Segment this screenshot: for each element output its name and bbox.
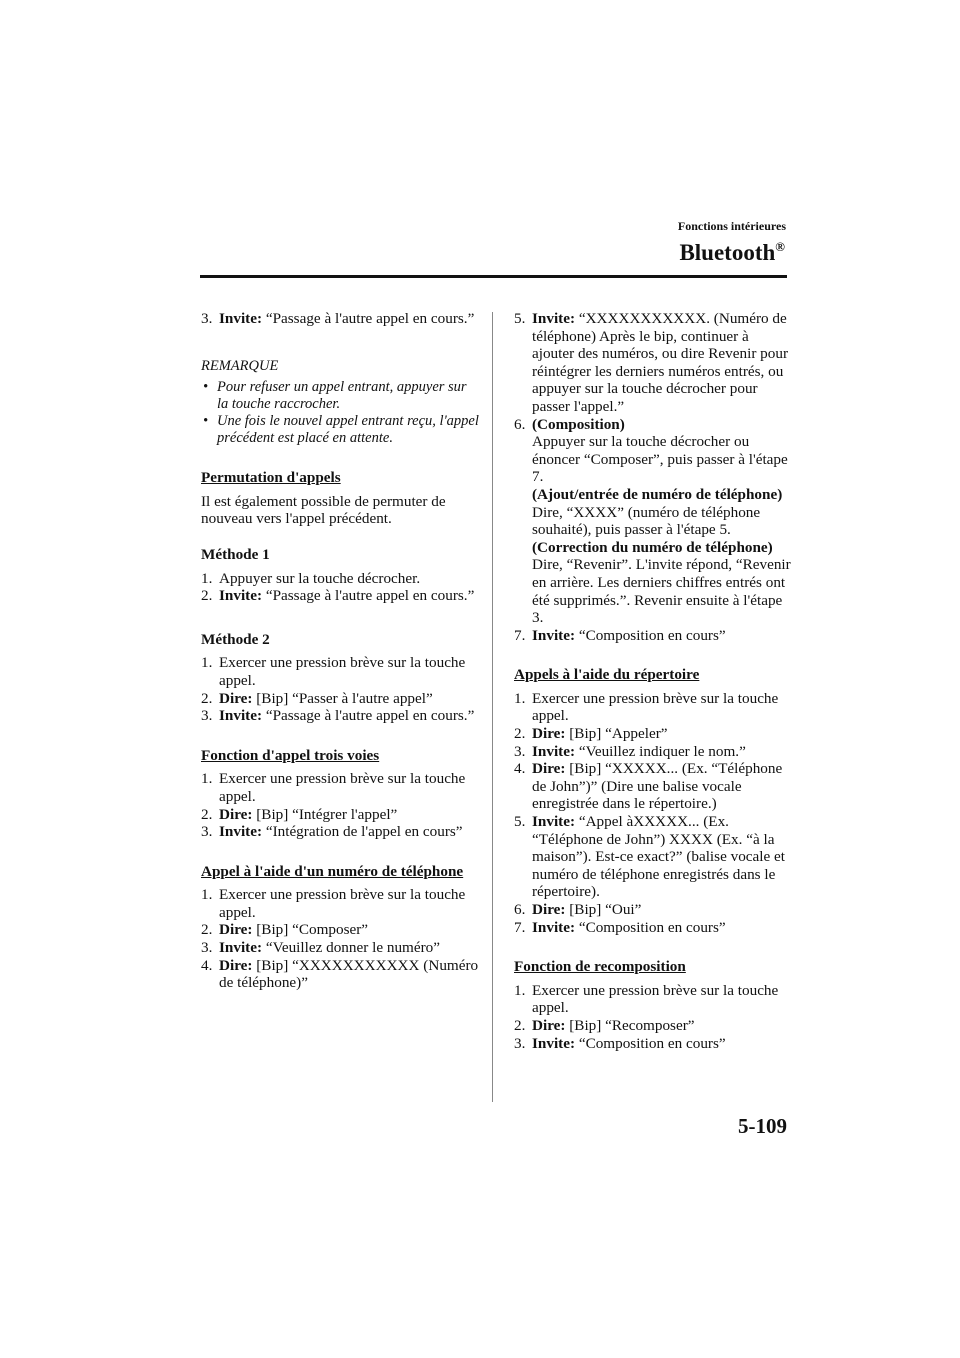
- step: 2. Dire: [Bip] “Passer à l'autre appel”: [201, 689, 433, 707]
- page-title: Bluetooth®: [679, 239, 785, 265]
- step-subtitle: (Correction du numéro de téléphone): [532, 538, 773, 556]
- step: 2. Dire: [Bip] “Intégrer l'appel”: [201, 805, 398, 823]
- step: 4. Dire: [Bip] “XXXXX... (Ex. “Téléphone de John”)” (Dire une balise vocale enregistrée dans le répertoire.): [514, 760, 783, 813]
- step: 3. Invite: “Veuillez donner le numéro”: [201, 939, 440, 957]
- step-text: Appuyer sur la touche décrocher ou énoncer “Composer”, puis passer à l'étape 7.: [532, 433, 788, 486]
- step-subtitle: (Ajout/entrée de numéro de téléphone): [532, 485, 783, 503]
- registered-mark: ®: [775, 239, 785, 254]
- right-column: [514, 310, 794, 1052]
- step: 5. Invite: “XXXXXXXXXXX. (Numéro de téléphone) Après le bip, continuer à ajouter des numéros, ou dire Revenir pour réintégrer les derniers numéros entrés, ou appuyer sur la touche décrocher pour passer l'appel.”: [514, 310, 789, 415]
- sub-heading: Méthode 2: [201, 630, 270, 648]
- page-number: 5-109: [738, 1114, 787, 1138]
- section-heading: Appel à l'aide d'un numéro de téléphone: [201, 862, 464, 880]
- step: 1. Exercer une pression brève sur la touche appel.: [201, 770, 466, 805]
- step: 1. Exercer une pression brève sur la touche appel.: [514, 689, 779, 725]
- section-heading: Permutation d'appels: [201, 469, 341, 487]
- step: 5. Invite: “Appel àXXXXX... (Ex. “Téléphone de John”) XXXX (Ex. “à la maison”). Est-ce exact?” (balise vocale et numéro de téléphone enregistrés dans le répertoire).: [514, 813, 785, 901]
- step: 6. (Composition) Appuyer sur la touche décrocher ou énoncer “Composer”, puis passer à l'étape 7. (Ajout/entrée de numéro de téléphone) Dire, “XXXX” (numéro de téléphone souhaité), puis passer à l'étape 5. (Correction du numéro de téléphone) Dire, “Revenir”. L'invite répond, “Revenir en arrière. Les derniers chiffres entrés ont été supprimés.”. Revenir ensuite à l'étape 3.: [514, 416, 794, 627]
- step-text: Dire, “XXXX” (numéro de téléphone souhaité), puis passer à l'étape 5.: [532, 503, 761, 539]
- note-title: REMARQUE: [201, 357, 279, 374]
- step: 1. Exercer une pression brève sur la touche appel.: [201, 654, 466, 689]
- sub-heading: Méthode 1: [201, 545, 270, 563]
- paragraph: Il est également possible de permuter de nouveau vers l'appel précédent.: [201, 492, 446, 528]
- step-text: Dire, “Revenir”. L'invite répond, “Revenir en arrière. Les derniers chiffres entrés ont été supprimés.”. Revenir ensuite à l'étape 3.: [532, 556, 791, 627]
- step: 3. Invite: “Intégration de l'appel en cours”: [201, 823, 463, 841]
- step: 6. Dire: [Bip] “Oui”: [514, 901, 642, 918]
- column-divider: [492, 312, 493, 1102]
- step: 7. Invite: “Composition en cours”: [514, 626, 726, 644]
- note-item: • Une fois le nouvel appel entrant reçu, l'appel précédent est placé en attente.: [203, 413, 479, 447]
- step: 3. Invite: “Passage à l'autre appel en cours.”: [201, 310, 475, 327]
- step: 2. Dire: [Bip] “Recomposer”: [514, 1016, 695, 1034]
- section-heading: Appels à l'aide du répertoire: [514, 666, 700, 684]
- section-heading: Fonction de recomposition: [514, 958, 686, 976]
- bullet-icon: •: [203, 379, 209, 396]
- left-column: [201, 310, 481, 992]
- section-heading: Fonction d'appel trois voies: [201, 746, 380, 764]
- step: 3. Invite: “Passage à l'autre appel en cours.”: [201, 707, 475, 725]
- step: 1. Exercer une pression brève sur la touche appel.: [514, 981, 779, 1017]
- section-title: Fonctions intérieures: [677, 219, 786, 233]
- step: 2. Invite: “Passage à l'autre appel en cours.”: [201, 587, 475, 605]
- step: 1. Exercer une pression brève sur la touche appel.: [201, 886, 466, 921]
- step: 2. Dire: [Bip] “Appeler”: [514, 725, 668, 743]
- step: 7. Invite: “Composition en cours”: [514, 918, 726, 936]
- step: 3. Invite: “Composition en cours”: [514, 1034, 726, 1052]
- step-subtitle: (Composition): [532, 415, 625, 433]
- step: 2. Dire: [Bip] “Composer”: [201, 921, 369, 939]
- step: 4. Dire: [Bip] “XXXXXXXXXXX (Numéro de téléphone)”: [201, 956, 479, 992]
- bullet-icon: •: [203, 413, 209, 430]
- note-item: • Pour refuser un appel entrant, appuyer sur la touche raccrocher.: [203, 379, 467, 413]
- step: 3. Invite: “Veuillez indiquer le nom.”: [514, 742, 746, 760]
- step: 1. Appuyer sur la touche décrocher.: [201, 569, 421, 587]
- header-rule: [200, 275, 787, 278]
